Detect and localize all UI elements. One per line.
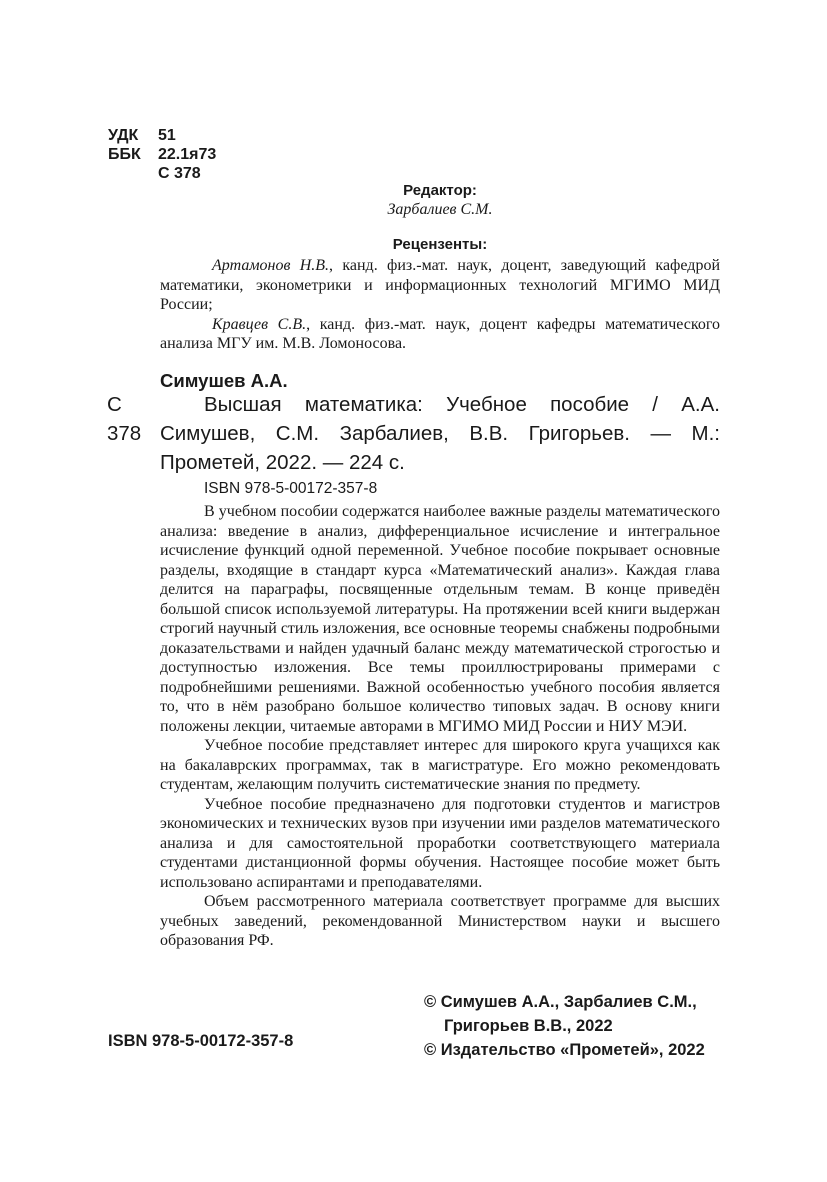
reviewers-list (160, 256, 720, 354)
copyright-authors-line1: © Симушев А.А., Зарбалиев С.М., (424, 993, 697, 1011)
side-code-number: 378 (107, 422, 142, 445)
code-row-udk (108, 126, 216, 145)
reviewers-heading-block (160, 236, 720, 253)
record-description: Высшая математика: Учебное пособие / А.А. Симушев, С.М. Зарбалиев, В.В. Григорьев. — М.: Прометей, 2022. — 224 с. (160, 393, 720, 474)
code-value: 22.1я73 (158, 146, 217, 163)
reviewer-name: Артамонов Н.В. (212, 257, 330, 274)
copyright-block (424, 990, 705, 1062)
side-code-letter: С (107, 393, 122, 416)
reviewers-heading: Рецензенты: (392, 236, 488, 253)
reviewer-name: Кравцев С.В. (212, 315, 307, 333)
copyright-publisher: © Издательство «Прометей», 2022 (424, 1041, 705, 1059)
code-value: 51 (158, 127, 176, 144)
abstract-paragraph: В учебном пособии содержатся наиболее важные разделы математического анализа: введение в анализ, дифференциальное исчисление и интегральное исчисление функций одной переменной. Учебное пособие покрывает основные разделы, входящие в стандарт курса «Математический анализ». Каждая глава делится на параграфы, посвященные отдельным темам. В конце приведён большой список используемой литературы. На протяжении всей книги выдержан строгий научный стиль изложения, все основные теоремы снабжены подробными доказательствами и найден удачный баланс между математической строгостью и доступностью изложения. Все темы проиллюстрированы примерами с подробнейшими решениями. Важной особенностью учебного пособия является то, что в нём разобрано большое количество типовых задач. В основу книги положены лекции, читаемые авторами в МГИМО МИД России и НИУ МЭИ. (160, 503, 720, 735)
classification-codes (108, 126, 216, 183)
editor-name: Зарбалиев С.М. (387, 201, 493, 218)
code-row-author-mark (108, 164, 216, 183)
abstract-paragraph: Учебное пособие предназначено для подготовки студентов и магистров экономических и технических вузов при изучении ими разделов математического анализа и для самостоятельной проработки соответствующего материала студентами дистанционной формы обучения. Настоящее пособие может быть использовано аспирантами и преподавателями. (160, 795, 720, 891)
abstract-paragraph: Объем рассмотренного материала соответствует программе для высших учебных заведений, рекомендованной Министерством науки и высшего образования РФ. (160, 893, 720, 949)
code-label: УДК (108, 127, 139, 144)
abstract (160, 502, 720, 951)
copyright-authors-line2: Григорьев В.В., 2022 (444, 1017, 613, 1035)
code-row-bbk (108, 145, 216, 164)
code-value: С 378 (158, 165, 201, 182)
footer-isbn: ISBN 978-5-00172-357-8 (108, 1032, 294, 1050)
reviewer-entry (160, 256, 720, 315)
code-label: ББК (108, 146, 141, 163)
abstract-paragraph: Учебное пособие представляет интерес для широкого круга учащихся как на бакалаврских программах, так в магистратуре. Его можно рекомендовать студентам, желающим получить систематические знания по предмету. (160, 737, 720, 793)
side-code (107, 390, 141, 448)
record-author: Симушев А.А. (160, 370, 288, 391)
editor-block (160, 182, 720, 219)
reviewer-details: , канд. физ.-мат. наук, доцент, заведующий кафедрой математики, эконометрики и информационных технологий МГИМО МИД России; (160, 257, 721, 313)
reviewer-details: , канд. физ.-мат. наук, доцент кафедры математического анализа МГУ им. М.В. Ломоносова. (160, 315, 720, 352)
reviewer-entry (160, 315, 720, 354)
code-label (108, 164, 158, 183)
record-isbn: ISBN 978-5-00172-357-8 (204, 480, 378, 497)
editor-heading: Редактор: (403, 182, 477, 199)
